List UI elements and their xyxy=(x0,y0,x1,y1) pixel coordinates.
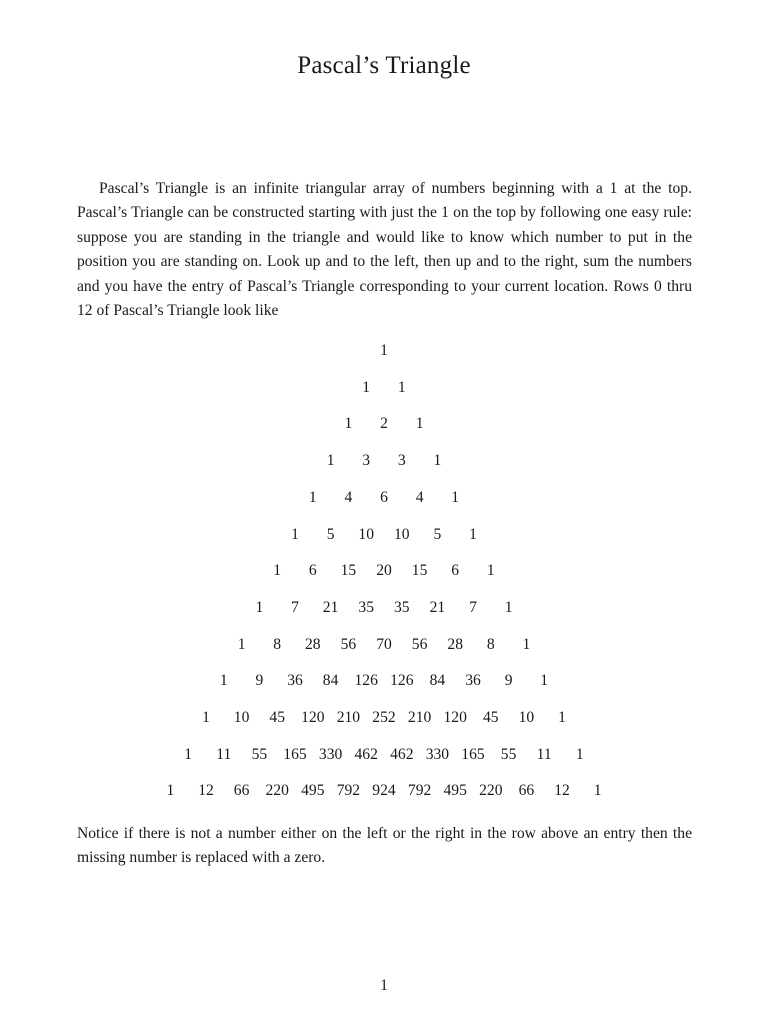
triangle-entry: 3 xyxy=(362,452,371,470)
triangle-entry: 1 xyxy=(362,378,371,396)
triangle-entry: 35 xyxy=(394,598,410,616)
triangle-entry: 330 xyxy=(425,745,450,763)
triangle-entry: 45 xyxy=(483,709,499,726)
triangle-entry: 28 xyxy=(447,635,463,653)
triangle-entry: 1 xyxy=(433,452,442,470)
triangle-entry: 1 xyxy=(415,415,424,433)
page-number: 1 xyxy=(380,977,388,994)
triangle-entry: 55 xyxy=(251,745,268,763)
triangle-entry: 66 xyxy=(233,782,250,800)
triangle-entry: 56 xyxy=(411,635,428,653)
triangle-entry: 210 xyxy=(336,709,361,726)
triangle-row-1 xyxy=(0,378,768,398)
triangle-entry: 252 xyxy=(372,709,396,726)
intro-paragraph: Pascal’s Triangle is an infinite triangular array of numbers beginning with a 1 at the top. Pascal’s Triangle can be constructed starting with just the 1 on the top by following one easy rule: suppose you are standing in the triangle and would like to know which number to put in the position you are standing on. Look up and to the left, then up and to the right, sum the numbers and you have the entry of Pascal’s Triangle corresponding to your current location. Rows 0 thru 12 of Pascal’s Triangle look like xyxy=(77,180,692,320)
triangle-entry: 55 xyxy=(500,745,517,763)
triangle-entry: 495 xyxy=(301,782,325,800)
triangle-entry: 10 xyxy=(394,525,410,543)
triangle-entry: 1 xyxy=(237,635,246,653)
triangle-row-5 xyxy=(0,525,768,545)
triangle-entry: 1 xyxy=(380,342,388,359)
page-title: Pascal’s Triangle xyxy=(297,52,471,79)
triangle-entry: 21 xyxy=(429,598,446,616)
triangle-entry: 56 xyxy=(340,635,357,653)
triangle-entry: 1 xyxy=(202,709,210,726)
triangle-entry: 9 xyxy=(255,672,264,690)
triangle-row-12 xyxy=(0,781,768,801)
triangle-entry: 11 xyxy=(536,745,552,763)
triangle-entry: 9 xyxy=(504,672,513,690)
triangle-entry: 792 xyxy=(336,782,361,800)
triangle-entry: 8 xyxy=(273,635,282,653)
triangle-row-6 xyxy=(0,561,768,581)
triangle-entry: 2 xyxy=(380,415,388,433)
triangle-entry: 66 xyxy=(518,782,535,800)
triangle-row-9 xyxy=(0,671,768,691)
triangle-entry: 7 xyxy=(469,598,477,616)
triangle-entry: 4 xyxy=(344,488,353,506)
triangle-entry: 10 xyxy=(518,709,535,726)
triangle-entry: 120 xyxy=(301,709,325,726)
triangle-row-10 xyxy=(0,708,768,728)
triangle-entry: 4 xyxy=(415,488,424,506)
triangle-entry: 462 xyxy=(390,745,414,763)
triangle-entry: 1 xyxy=(166,782,175,800)
triangle-entry: 1 xyxy=(558,709,566,726)
triangle-entry: 1 xyxy=(291,525,299,543)
triangle-entry: 12 xyxy=(554,782,570,800)
triangle-entry: 165 xyxy=(461,745,485,763)
triangle-entry: 330 xyxy=(318,745,343,763)
triangle-entry: 462 xyxy=(354,745,378,763)
triangle-entry: 1 xyxy=(451,488,460,506)
triangle-entry: 28 xyxy=(305,635,321,653)
triangle-row-2 xyxy=(0,414,768,434)
triangle-entry: 1 xyxy=(593,782,602,800)
triangle-entry: 10 xyxy=(358,525,374,543)
triangle-entry: 1 xyxy=(504,598,513,616)
triangle-entry: 1 xyxy=(184,745,193,763)
triangle-entry: 1 xyxy=(219,672,228,690)
triangle-entry: 1 xyxy=(575,745,584,763)
triangle-entry: 12 xyxy=(198,782,214,800)
triangle-row-3 xyxy=(0,451,768,471)
triangle-entry: 126 xyxy=(390,672,414,690)
triangle-entry: 1 xyxy=(326,452,335,470)
triangle-entry: 1 xyxy=(522,635,531,653)
triangle-entry: 220 xyxy=(479,782,503,800)
triangle-entry: 1 xyxy=(469,525,477,543)
triangle-entry: 5 xyxy=(326,525,335,543)
triangle-entry: 6 xyxy=(451,562,460,580)
triangle-entry: 3 xyxy=(397,452,406,470)
triangle-entry: 84 xyxy=(322,672,339,690)
triangle-entry: 210 xyxy=(407,709,432,726)
triangle-row-0 xyxy=(0,341,768,361)
triangle-entry: 1 xyxy=(540,672,549,690)
triangle-entry: 10 xyxy=(233,709,250,726)
triangle-entry: 120 xyxy=(443,709,467,726)
triangle-row-8 xyxy=(0,635,768,655)
triangle-entry: 7 xyxy=(291,598,299,616)
triangle-entry: 1 xyxy=(255,598,264,616)
triangle-entry: 792 xyxy=(407,782,432,800)
triangle-entry: 11 xyxy=(216,745,232,763)
triangle-entry: 36 xyxy=(465,672,481,690)
triangle-entry: 1 xyxy=(486,562,495,580)
triangle-entry: 70 xyxy=(376,635,392,653)
triangle-entry: 21 xyxy=(322,598,339,616)
triangle-entry: 36 xyxy=(287,672,303,690)
triangle-entry: 495 xyxy=(443,782,467,800)
triangle-entry: 5 xyxy=(433,525,442,543)
triangle-entry: 924 xyxy=(372,782,396,800)
triangle-entry: 220 xyxy=(265,782,289,800)
notice-paragraph: Notice if there is not a number either on the left or the right in the row above an entry then the missing number is replaced with a zero. xyxy=(77,825,692,867)
triangle-entry: 165 xyxy=(283,745,307,763)
triangle-entry: 1 xyxy=(308,488,317,506)
triangle-entry: 8 xyxy=(486,635,495,653)
triangle-entry: 1 xyxy=(397,378,406,396)
triangle-entry: 15 xyxy=(340,562,357,580)
triangle-entry: 1 xyxy=(273,562,282,580)
triangle-entry: 35 xyxy=(358,598,374,616)
triangle-row-11 xyxy=(0,745,768,765)
triangle-entry: 15 xyxy=(411,562,428,580)
triangle-entry: 1 xyxy=(344,415,353,433)
triangle-entry: 20 xyxy=(376,562,392,580)
triangle-entry: 6 xyxy=(308,562,317,580)
triangle-entry: 45 xyxy=(269,709,285,726)
triangle-entry: 126 xyxy=(354,672,378,690)
triangle-row-7 xyxy=(0,598,768,618)
triangle-row-4 xyxy=(0,488,768,508)
triangle-entry: 84 xyxy=(429,672,446,690)
triangle-entry: 6 xyxy=(380,488,388,506)
